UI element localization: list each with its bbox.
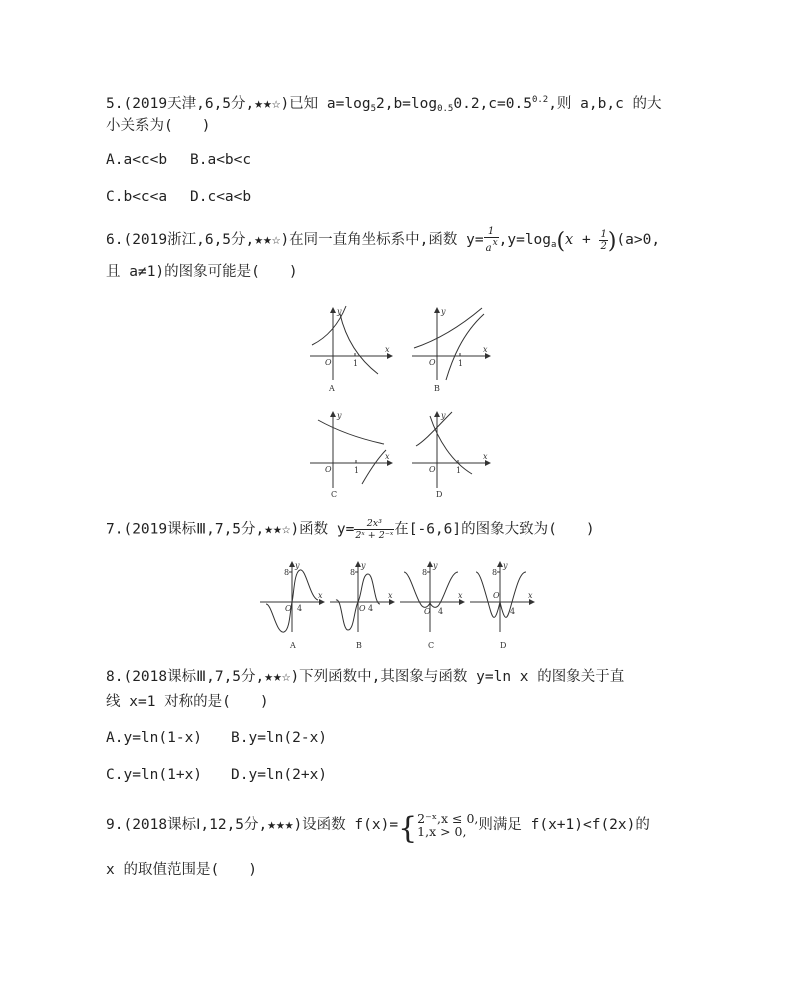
q7-d-axis-y: y bbox=[503, 561, 508, 570]
q6-d-axis-y: y bbox=[441, 411, 446, 420]
q6-a-origin: O bbox=[325, 358, 332, 367]
q8-stem-line1: 8.(2018课标Ⅲ,7,5分,★★☆)下列函数中,其图象与函数 y=ln x 的图象关于直 bbox=[106, 669, 625, 685]
q8-option-c: C.y=ln(1+x) bbox=[106, 767, 203, 783]
q7-c-tick-x: 4 bbox=[438, 607, 444, 616]
q7-graph-a bbox=[260, 562, 324, 632]
q6-a-axis-y: y bbox=[337, 307, 342, 316]
q7-b-label: B bbox=[356, 641, 362, 650]
q6-b-tick: 1 bbox=[458, 359, 464, 368]
q7-a-axis-x: x bbox=[318, 591, 323, 600]
q8-option-a: A.y=ln(1-x) bbox=[106, 730, 203, 746]
q6-graph-b bbox=[412, 308, 490, 380]
q6-c-origin: O bbox=[325, 465, 332, 474]
q6-b-origin: O bbox=[429, 358, 436, 367]
q9-stem-line2: x 的取值范围是( ) bbox=[106, 862, 257, 878]
q7-graph-c bbox=[400, 562, 464, 632]
q6-b-axis-x: x bbox=[483, 345, 488, 354]
q7-d-label: D bbox=[500, 641, 507, 650]
q7-c-origin: O bbox=[424, 607, 431, 616]
q7-fraction: $\frac{\text{2x³}}{\text{2ˣ + 2⁻ˣ}}$ bbox=[355, 518, 394, 541]
q7-c-tick-y: 8 bbox=[422, 568, 428, 577]
q7-graphs bbox=[0, 558, 794, 658]
q7-c-axis-y: y bbox=[433, 561, 438, 570]
q6-a-label: A bbox=[329, 384, 335, 393]
q7-b-tick-x: 4 bbox=[368, 604, 374, 613]
q6-stem-line1: 6.(2019浙江,6,5分,★★☆)在同一直角坐标系中,函数 y= $\frac{1}{a^x}$ $,y=\log_a(x$ + $\frac{1}{2}$ )(a>0, bbox=[106, 226, 661, 254]
q7-b-axis-x: x bbox=[388, 591, 393, 600]
q7-graph-d bbox=[470, 562, 534, 632]
q5-stem-line2: 小关系为( ) bbox=[106, 118, 211, 134]
q7-a-tick-x: 4 bbox=[297, 604, 303, 613]
q9-stem-line1: 9.(2018课标Ⅰ,12,5分,★★★)设函数 f(x)={ 2⁻ˣ,x ≤ 0, 1,x > 0, 则满足 f(x+1)<f(2x)的 bbox=[106, 811, 650, 846]
q6-a-tick: 1 bbox=[353, 359, 359, 368]
q6-fraction: $\frac{1}{a^x}$ bbox=[485, 226, 498, 254]
q7-b-origin: O bbox=[359, 604, 366, 613]
q7-d-tick-y: 8 bbox=[492, 568, 498, 577]
q6-a-axis-x: x bbox=[385, 345, 390, 354]
q6-graph-a bbox=[310, 306, 392, 380]
q6-d-axis-x: x bbox=[483, 452, 488, 461]
q7-a-origin: O bbox=[285, 604, 292, 613]
q6-d-origin: O bbox=[429, 465, 436, 474]
q6-c-axis-y: y bbox=[337, 411, 342, 420]
q7-a-label: A bbox=[290, 641, 296, 650]
q6-c-tick: 1 bbox=[354, 466, 360, 475]
q7-c-axis-x: x bbox=[458, 591, 463, 600]
q7-a-axis-y: y bbox=[295, 561, 300, 570]
q6-graph-c bbox=[310, 412, 392, 488]
q7-b-tick-y: 8 bbox=[350, 568, 356, 577]
q8-stem-line2: 线 x=1 对称的是( ) bbox=[106, 694, 269, 710]
q6-b-axis-y: y bbox=[441, 307, 446, 316]
q6-c-axis-x: x bbox=[385, 452, 390, 461]
q6-graph-d bbox=[412, 412, 490, 488]
q7-b-axis-y: y bbox=[361, 561, 366, 570]
q9-brace: { bbox=[398, 811, 418, 846]
q7-a-tick-y: 8 bbox=[284, 568, 290, 577]
q7-graph-b bbox=[330, 562, 394, 632]
q5-option-d: D.c<a<b bbox=[190, 189, 252, 205]
q6-b-label: B bbox=[434, 384, 440, 393]
q6-d-label: D bbox=[436, 490, 443, 499]
q8-option-b: B.y=ln(2-x) bbox=[231, 730, 328, 746]
q6-d-tick: 1 bbox=[456, 466, 462, 475]
q6-stem-line2: 且 a≠1)的图象可能是( ) bbox=[106, 264, 298, 280]
q7-stem: 7.(2019课标Ⅲ,7,5分,★★☆)函数 y= $\frac{\text{2x³}}{\text{2ˣ + 2⁻ˣ}}$ 在[-6,6]的图象大致为( ) bbox=[106, 518, 595, 541]
q5-option-a: A.a<c<b bbox=[106, 152, 168, 168]
q7-d-origin: O bbox=[493, 591, 500, 600]
q5-stem-line1: 5.(2019天津,6,5分,★★☆)已知 $a=\log_52,b=\log_{0.5}0.2,c=0.5^{0.2}$,则 a,b,c 的大 bbox=[106, 95, 662, 114]
q5-option-c: C.b<c<a bbox=[106, 189, 168, 205]
q7-d-axis-x: x bbox=[528, 591, 533, 600]
q8-option-d: D.y=ln(2+x) bbox=[231, 767, 328, 783]
q9-piecewise: 2⁻ˣ,x ≤ 0, 1,x > 0, bbox=[417, 811, 479, 839]
q5-option-b: B.a<b<c bbox=[190, 152, 252, 168]
q7-d-tick-x: 4 bbox=[510, 607, 516, 616]
q6-c-label: C bbox=[331, 490, 338, 499]
q7-c-label: C bbox=[428, 641, 435, 650]
